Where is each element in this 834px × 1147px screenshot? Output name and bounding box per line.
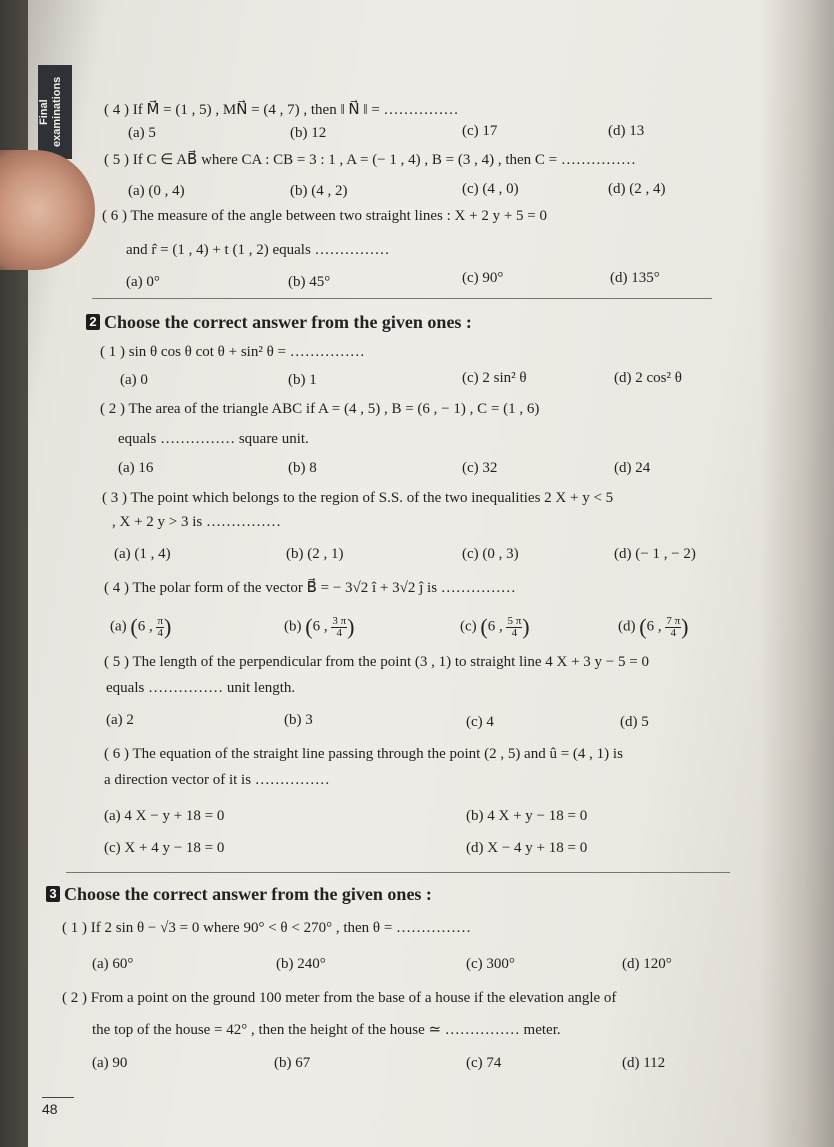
option[interactable] (110, 614, 171, 640)
option-label: (a) (110, 618, 127, 635)
option[interactable]: (b) (2 , 1) (286, 546, 344, 562)
option[interactable]: (d) 5 (620, 714, 649, 730)
option-modulus: 6 , (137, 618, 153, 635)
option[interactable]: (a) 16 (118, 460, 154, 476)
question-stem: ( 2 ) The area of the triangle ABC if A = (4 , 5) , B = (6 , − 1) , C = (1 , 6) (100, 401, 540, 417)
section-title (46, 884, 432, 905)
denominator: 4 (157, 626, 164, 639)
question-stem: ( 5 ) If C ∈ AB⃗ where CA : CB = 3 : 1 , A = (− 1 , 4) , B = (3 , 4) , then C = …………… (104, 152, 636, 168)
question-stem: ( 1 ) sin θ cos θ cot θ + sin² θ = …………… (100, 344, 365, 360)
fraction (506, 616, 522, 639)
question-stem: ( 4 ) If M⃗ = (1 , 5) , MN⃗ = (4 , 7) , then ‖ N⃗ ‖ = …………… (104, 102, 459, 118)
option[interactable]: (a) 4 X − y + 18 = 0 (104, 808, 225, 824)
option[interactable]: (d) 13 (608, 123, 645, 139)
option[interactable]: (b) 3 (284, 712, 313, 728)
paren-open: ( (305, 614, 313, 639)
numerator: 3 π (332, 614, 347, 627)
option-modulus: 6 , (312, 618, 328, 635)
option[interactable]: (c) (4 , 0) (462, 181, 519, 197)
option[interactable]: (a) 90 (92, 1055, 128, 1071)
option[interactable]: (b) 1 (288, 372, 317, 388)
question-stem-cont: a direction vector of it is …………… (104, 772, 330, 788)
option[interactable]: (d) 112 (622, 1055, 666, 1071)
denominator: 4 (670, 626, 676, 639)
side-tag: Final examinations (38, 65, 72, 159)
question-stem: ( 4 ) The polar form of the vector B⃗ = − 3√2 î + 3√2 ĵ is …………… (104, 580, 516, 596)
option[interactable]: (b) 240° (276, 956, 326, 972)
option[interactable]: (b) 4 X + y − 18 = 0 (466, 808, 588, 824)
paren-close: ) (164, 614, 172, 639)
question-stem: ( 3 ) The point which belongs to the region of S.S. of the two inequalities 2 X + y < 5 (102, 490, 614, 506)
option[interactable]: (c) 2 sin² θ (462, 370, 527, 386)
question-stem: ( 5 ) The length of the perpendicular from the point (3 , 1) to straight line 4 X + 3 y − 5 = 0 (104, 654, 649, 670)
option[interactable]: (c) 90° (462, 270, 504, 286)
question-stem-cont: the top of the house = 42° , then the height of the house ≃ …………… meter. (92, 1022, 561, 1038)
denominator: 4 (336, 626, 342, 639)
question-stem-cont: equals …………… square unit. (118, 431, 309, 447)
numerator: 7 π (666, 614, 681, 627)
fraction (665, 616, 681, 639)
question-stem: ( 1 ) If 2 sin θ − √3 = 0 where 90° < θ < 270° , then θ = …………… (62, 920, 472, 936)
option[interactable]: (d) (− 1 , − 2) (614, 546, 696, 562)
paren-close: ) (347, 614, 355, 639)
paren-open: ( (639, 614, 647, 639)
option[interactable]: (d) X − 4 y + 18 = 0 (466, 840, 588, 856)
paren-close: ) (522, 614, 530, 639)
option[interactable]: (c) (0 , 3) (462, 546, 519, 562)
question-stem-cont: and r̂ = (1 , 4) + t (1 , 2) equals …………… (126, 242, 390, 258)
paren-open: ( (480, 614, 488, 639)
option-label: (c) (460, 618, 477, 635)
option[interactable] (618, 614, 688, 640)
section-title-text: Choose the correct answer from the given ones : (104, 312, 472, 332)
option[interactable]: (d) 135° (610, 270, 660, 286)
option[interactable]: (b) (4 , 2) (290, 183, 348, 199)
question-stem: ( 6 ) The equation of the straight line passing through the point (2 , 5) and û = (4 , 1) is (104, 746, 623, 762)
option-label: (d) (618, 618, 636, 635)
page-number: 48 (42, 1097, 74, 1117)
option[interactable]: (b) 67 (274, 1055, 311, 1071)
option-label: (b) (284, 618, 302, 635)
option[interactable]: (c) 74 (466, 1055, 502, 1071)
fraction (331, 616, 347, 639)
question-stem: ( 6 ) The measure of the angle between two straight lines : X + 2 y + 5 = 0 (102, 208, 547, 224)
section-title (86, 312, 472, 333)
paren-close: ) (681, 614, 689, 639)
option[interactable]: (d) 120° (622, 956, 672, 972)
question-stem: ( 2 ) From a point on the ground 100 meter from the base of a house if the elevation angle of (62, 990, 617, 1006)
option[interactable]: (c) 4 (466, 714, 494, 730)
section-number: 3 (46, 886, 60, 902)
option[interactable]: (c) 300° (466, 956, 515, 972)
option[interactable]: (b) 8 (288, 460, 317, 476)
denominator: 4 (511, 626, 518, 639)
option-modulus: 6 , (487, 618, 503, 635)
question-stem-cont: equals …………… unit length. (106, 680, 296, 696)
book-page (28, 0, 834, 1147)
option[interactable]: (a) (1 , 4) (114, 546, 171, 562)
option[interactable]: (a) 5 (128, 125, 156, 141)
numerator: 5 π (507, 614, 522, 627)
option[interactable]: (d) (2 , 4) (608, 181, 666, 197)
divider (92, 298, 712, 299)
option[interactable]: (b) 45° (288, 274, 331, 290)
option[interactable]: (d) 2 cos² θ (614, 370, 682, 386)
option[interactable]: (d) 24 (614, 460, 651, 476)
option[interactable]: (a) 2 (106, 712, 134, 728)
option[interactable]: (a) 60° (92, 956, 134, 972)
section-title-text: Choose the correct answer from the given ones : (64, 884, 432, 904)
option[interactable]: (c) 17 (462, 123, 498, 139)
option[interactable]: (c) 32 (462, 460, 498, 476)
option[interactable]: (a) 0° (126, 274, 160, 290)
divider (66, 872, 730, 873)
page-fold-shadow (760, 0, 834, 1147)
option[interactable]: (c) X + 4 y − 18 = 0 (104, 840, 225, 856)
section-number: 2 (86, 314, 100, 330)
fraction (156, 616, 164, 639)
option[interactable]: (a) (0 , 4) (128, 183, 185, 199)
option-modulus: 6 , (646, 618, 662, 635)
option[interactable] (284, 614, 354, 640)
question-stem-cont: , X + 2 y > 3 is …………… (112, 514, 282, 530)
numerator: π (157, 614, 164, 627)
option[interactable]: (a) 0 (120, 372, 148, 388)
option[interactable]: (b) 12 (290, 125, 327, 141)
paren-open: ( (130, 614, 138, 639)
option[interactable] (460, 614, 530, 640)
